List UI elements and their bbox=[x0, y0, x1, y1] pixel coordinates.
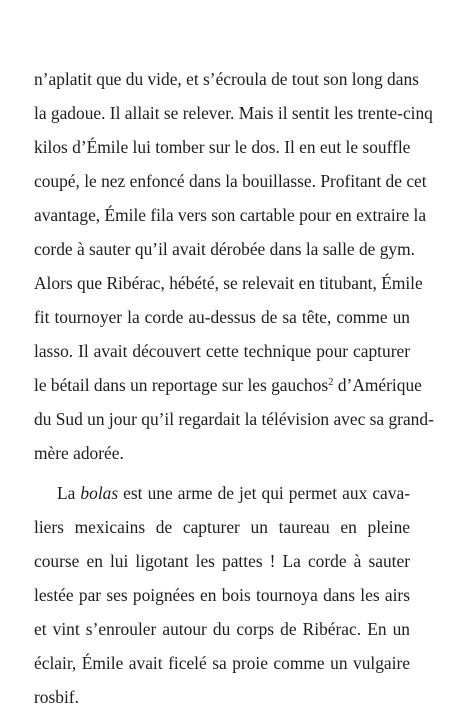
text-line: rosbif. bbox=[34, 687, 79, 707]
text-line: éclair, Émile avait ficelé sa proie comme un vulgaire bbox=[34, 653, 410, 673]
italic-word: bolas bbox=[80, 483, 119, 503]
text-line: liers mexicains de capturer un taureau en pleine bbox=[34, 517, 410, 537]
text-line-with-footnote-ref bbox=[34, 368, 422, 402]
text-line: et vint s’enrouler autour du corps de Ribérac. En un bbox=[34, 619, 410, 639]
text-line: lestée par ses poignées en bois tournoya dans les airs bbox=[34, 585, 410, 605]
text-segment: est une arme de jet qui permet aux cava- bbox=[118, 483, 410, 503]
text-line-indented bbox=[57, 476, 410, 510]
text-line: course en lui ligotant les pattes ! La corde à sauter bbox=[34, 551, 410, 571]
text-segment: le bétail dans un reportage sur les gauchos bbox=[34, 375, 329, 395]
text-line: corde à sauter qu’il avait dérobée dans la salle de gym. bbox=[34, 239, 415, 259]
text-line: n’aplatit que du vide, et s’écroula de tout son long dans bbox=[34, 69, 419, 89]
text-segment: La bbox=[57, 483, 81, 503]
text-line: Alors que Ribérac, hébété, se relevait en titubant, Émile bbox=[34, 273, 423, 293]
footnote-reference: 2 bbox=[328, 376, 334, 389]
text-line: kilos d’Émile lui tomber sur le dos. Il en eut le souffle bbox=[34, 137, 411, 157]
text-segment: d’Amérique bbox=[333, 375, 422, 395]
text-line: fit tournoyer la corde au-dessus de sa tête, comme un bbox=[34, 307, 410, 327]
text-line: avantage, Émile fila vers son cartable pour en extraire la bbox=[34, 205, 427, 225]
text-line: coupé, le nez enfoncé dans la bouillasse. Profitant de cet bbox=[34, 171, 427, 191]
text-line: mère adorée. bbox=[34, 443, 124, 463]
text-line: du Sud un jour qu’il regardait la télévision avec sa grand- bbox=[34, 409, 434, 429]
text-line: la gadoue. Il allait se relever. Mais il sentit les trente-cinq bbox=[34, 103, 433, 123]
text-line: lasso. Il avait découvert cette technique pour capturer bbox=[34, 341, 410, 361]
